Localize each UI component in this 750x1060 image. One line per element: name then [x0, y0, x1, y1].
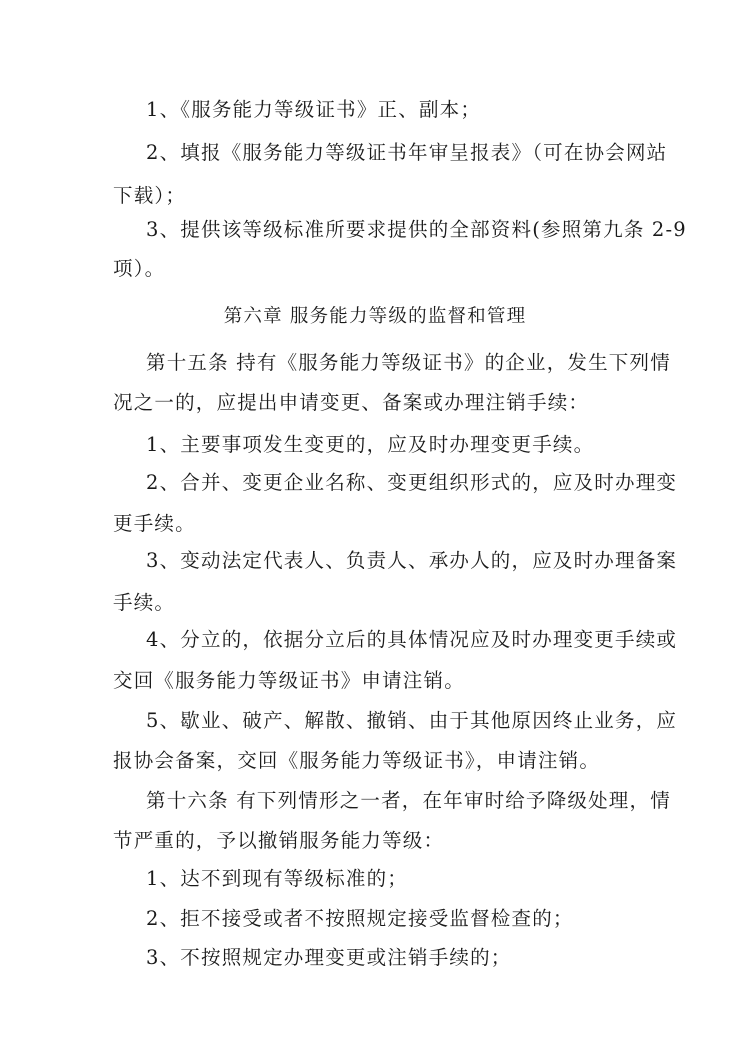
- list-item: 2、合并、变更企业名称、变更组织形式的，应及时办理变: [146, 471, 678, 494]
- list-item: 3、变动法定代表人、负责人、承办人的，应及时办理备案: [146, 549, 678, 572]
- list-item: 5、歇业、破产、解散、撤销、由于其他原因终止业务，应: [146, 709, 678, 732]
- paragraph-line: 节严重的，予以撤销服务能力等级：: [113, 829, 445, 852]
- list-item-continuation: 交回《服务能力等级证书》申请注销。: [113, 669, 465, 692]
- list-item: 2、拒不接受或者不按照规定接受监督检查的；: [146, 907, 574, 930]
- paragraph-line: 下载）；: [113, 184, 187, 207]
- chapter-title: 第六章 服务能力等级的监督和管理: [223, 306, 527, 327]
- paragraph-line: 3、提供该等级标准所要求提供的全部资料(参照第九条 2-9: [146, 218, 687, 241]
- paragraph-line: 1、《服务能力等级证书》正、副本；: [146, 98, 482, 121]
- paragraph-line: 项）。: [113, 257, 166, 280]
- paragraph-line: 2、填报《服务能力等级证书年审呈报表》（可在协会网站: [146, 141, 668, 164]
- list-item: 1、主要事项发生变更的，应及时办理变更手续。: [146, 433, 595, 456]
- list-item: 3、不按照规定办理变更或注销手续的；: [146, 946, 512, 969]
- list-item: 4、分立的，依据分立后的具体情况应及时办理变更手续或: [146, 628, 678, 651]
- article-heading-line: 第十六条 有下列情形之一者，在年审时给予降级处理，情: [146, 789, 671, 812]
- article-heading-line: 第十五条 持有《服务能力等级证书》的企业，发生下列情: [146, 351, 671, 374]
- paragraph-line: 况之一的，应提出申请变更、备案或办理注销手续：: [113, 391, 590, 414]
- list-item-continuation: 手续。: [113, 591, 176, 614]
- list-item-continuation: 报协会备案，交回《服务能力等级证书》，申请注销。: [113, 749, 601, 772]
- list-item-continuation: 更手续。: [113, 512, 196, 535]
- list-item: 1、达不到现有等级标准的；: [146, 867, 409, 890]
